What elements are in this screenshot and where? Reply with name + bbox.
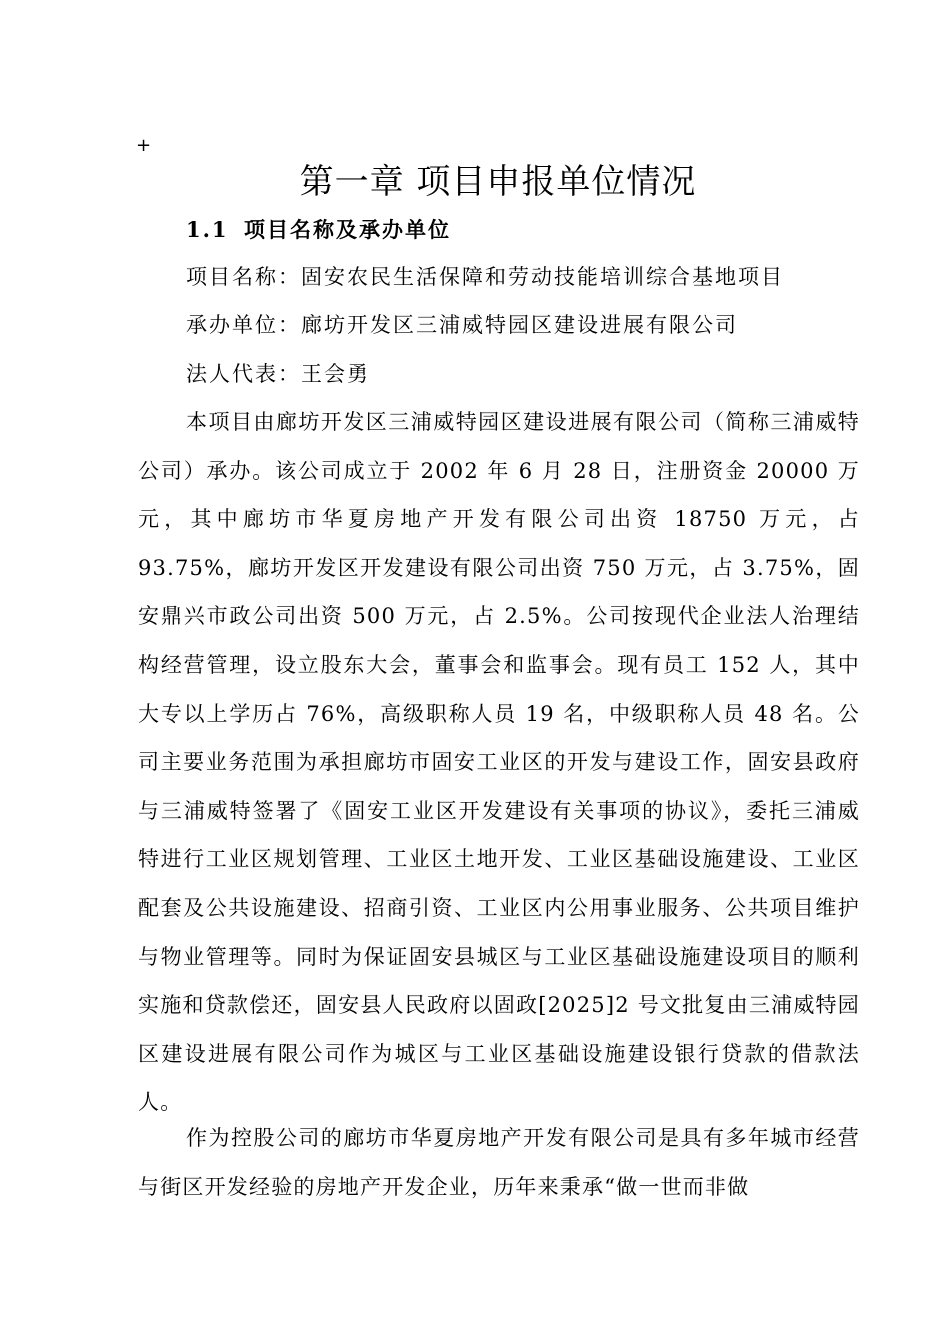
plus-mark: + <box>136 135 152 156</box>
organizer-value: 廊坊开发区三浦威特园区建设进展有限公司 <box>301 313 738 337</box>
section-heading <box>186 212 451 248</box>
project-name-value: 固安农民生活保障和劳动技能培训综合基地项目 <box>301 265 784 289</box>
legal-rep-value: 王会勇 <box>301 362 370 386</box>
organizer-label: 承办单位： <box>186 313 301 337</box>
organizer-line <box>186 307 738 343</box>
project-name-label: 项目名称： <box>186 265 301 289</box>
section-number: 1.1 <box>186 217 229 242</box>
section-title: 项目名称及承办单位 <box>244 217 451 242</box>
paragraph-holding-company: 作为控股公司的廊坊市华夏房地产开发有限公司是具有多年城市经营与街区开发经验的房地产开发企业，历年来秉承“做一世而非做 <box>138 1126 860 1199</box>
legal-rep-label: 法人代表： <box>186 362 301 386</box>
chapter-title: 第一章 项目申报单位情况 <box>299 162 697 202</box>
paragraph-company-intro: 本项目由廊坊开发区三浦威特园区建设进展有限公司（简称三浦威特公司）承办。该公司成立于 2002 年 6 月 28 日，注册资金 20000 万元，其中廊坊市华夏房地产开发有限公司出资 18750 万元，占 93.75%，廊坊开发区开发建设有限公司出资 750 万元，占 3.75%，固安鼎兴市政公司出资 500 万元，占 2.5%。公司按现代企业法人治理结构经营管理，设立股东大会，董事会和监事会。现有员工 152 人，其中大专以上学历占 76%，高级职称人员 19 名，中级职称人员 48 名。公司主要业务范围为承担廊坊市固安工业区的开发与建设工作，固安县政府与三浦威特签署了《固安工业区开发建设有关事项的协议》，委托三浦威特进行工业区规划管理、工业区土地开发、工业区基础设施建设、工业区配套及公共设施建设、招商引资、工业区内公用事业服务、公共项目维护与物业管理等。同时为保证固安县城区与工业区基础设施建设项目的顺利实施和贷款偿还，固安县人民政府以固政[2025]2 号文批复由三浦威特园区建设进展有限公司作为城区与工业区基础设施建设银行贷款的借款法人。 <box>138 410 860 1115</box>
legal-rep-line <box>186 356 370 392</box>
project-name-line <box>186 259 784 295</box>
